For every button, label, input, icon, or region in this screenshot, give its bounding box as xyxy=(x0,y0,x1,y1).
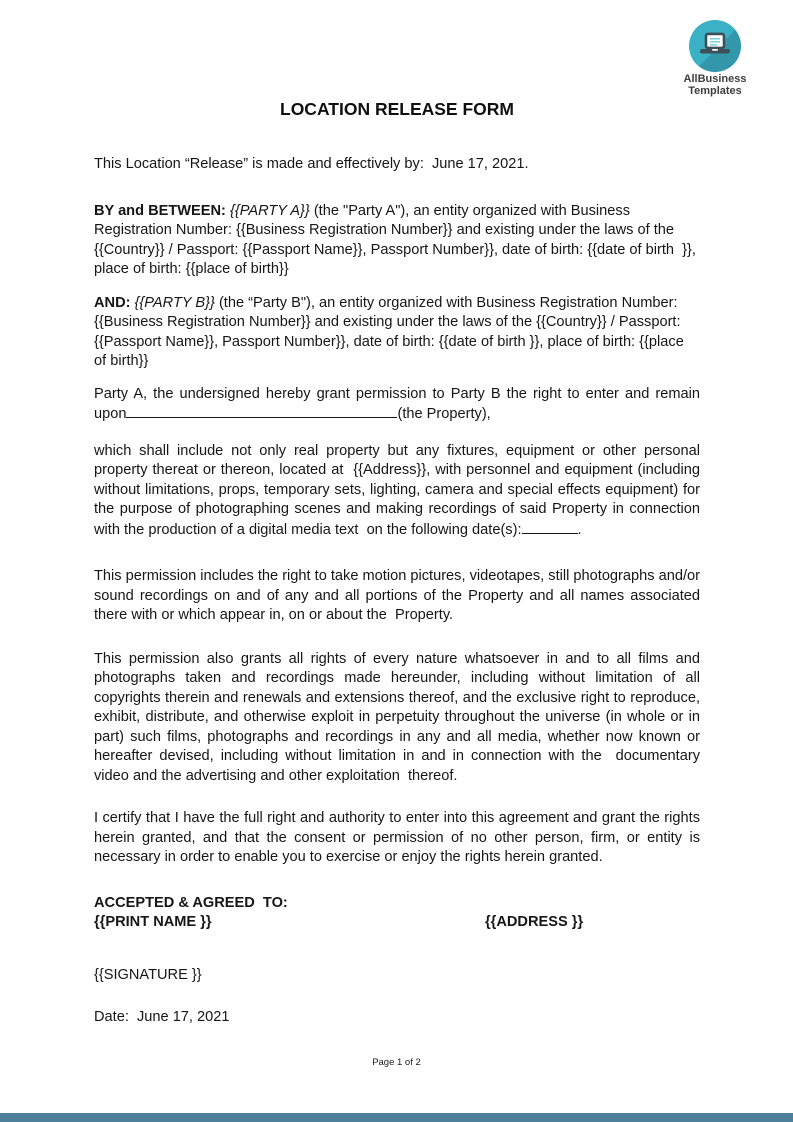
intro-line: This Location “Release” is made and effectively by: June 17, 2021. xyxy=(94,156,529,172)
page-number: Page 1 of 2 xyxy=(372,1057,421,1068)
grant-line1: Party A, the undersigned hereby grant permission to Party B the right to enter and remain xyxy=(94,385,700,402)
document-body xyxy=(94,0,705,1028)
party-b-label: AND: xyxy=(94,294,131,311)
party-b-paragraph xyxy=(94,294,700,372)
signature-placeholder: {{SIGNATURE }} xyxy=(94,966,202,983)
property-blank-line xyxy=(126,404,397,418)
permission-grants-paragraph: This permission also grants all rights of every nature whatsoever in and to all films and photographs taken and recordings made hereunder, including without limitation of all copyrights therein and renewals and extensions thereof, and the exclusive right to reproduce, exhibit, distribute, and otherwise exploit in perpetuity throughout the universe (in whole or in part) such films, photographs and recordings in any and all media, whether now known or hereafter devised, including without limitation in and in connection with the documentary video and the advertising and other exploitation thereof. xyxy=(94,650,705,784)
print-name-address-row xyxy=(94,913,700,933)
party-b-text: (the “Party B"), an entity organized with Business Registration Number: {{Business Registration Number}} and existing under the laws of the {{Country}} / Passport: {{Passport Name}}, Passport Number}}, date of birth: {{date of birth }}, place of birth: {{place of birth}} xyxy=(94,294,688,369)
party-a-text: (the "Party A"), an entity organized with Business Registration Number: {{Business Registration Number}} and existing under the laws of the {{Country}} / Passport: {{Passport Name}}, Passport Number}}, date of birth: {{date of birth }}, place of birth: {{place of birth}} xyxy=(94,202,701,277)
party-b-placeholder: {{PARTY B}} xyxy=(130,294,219,311)
party-a-paragraph xyxy=(94,202,700,280)
brand-name-line2: Templates xyxy=(688,84,742,97)
grant-line2-suffix: (the Property), xyxy=(397,406,491,422)
footer-accent-bar xyxy=(0,1113,793,1122)
certify-paragraph: I certify that I have the full right and authority to enter into this agreement and grant the rights herein granted, and that the consent or permission of no other person, firm, or entity is necessary in order to enable you to exercise or enjoy the rights herein granted. xyxy=(94,810,705,865)
property-clause-text: which shall include not only real property but any fixtures, equipment or other personal property thereat or thereon, located at {{Address}}, with personnel and equipment (including without limitations, props, temporary sets, lighting, camera and special effects equipment) for the purpose of photographing scenes and making recordings of said Property in connection with the production of a digital media text on the following date(s): xyxy=(94,442,705,538)
permission-includes-paragraph: This permission includes the right to take motion pictures, videotapes, still photographs and/or sound recordings on and of any and all portions of the Property and all names associated there with or which appear in, on or about the Property. xyxy=(94,568,705,623)
accepted-agreed-line: ACCEPTED & AGREED TO: xyxy=(94,894,288,911)
grant-paragraph xyxy=(94,385,700,425)
party-a-placeholder: {{PARTY A}} xyxy=(225,202,314,219)
print-name-placeholder: {{PRINT NAME }} xyxy=(94,914,212,930)
page-title: LOCATION RELEASE FORM xyxy=(280,99,514,119)
party-a-label: BY and BETWEEN: xyxy=(94,202,226,219)
grant-line2 xyxy=(94,404,700,425)
grant-line2-prefix: upon xyxy=(94,406,127,422)
address-placeholder: {{ADDRESS }} xyxy=(485,914,584,930)
property-clause-period: . xyxy=(577,521,582,538)
date-line: Date: June 17, 2021 xyxy=(94,1009,230,1025)
brand-name-line1: AllBusiness xyxy=(683,73,747,85)
property-clause-paragraph xyxy=(94,442,705,541)
dates-blank-line xyxy=(522,520,578,534)
